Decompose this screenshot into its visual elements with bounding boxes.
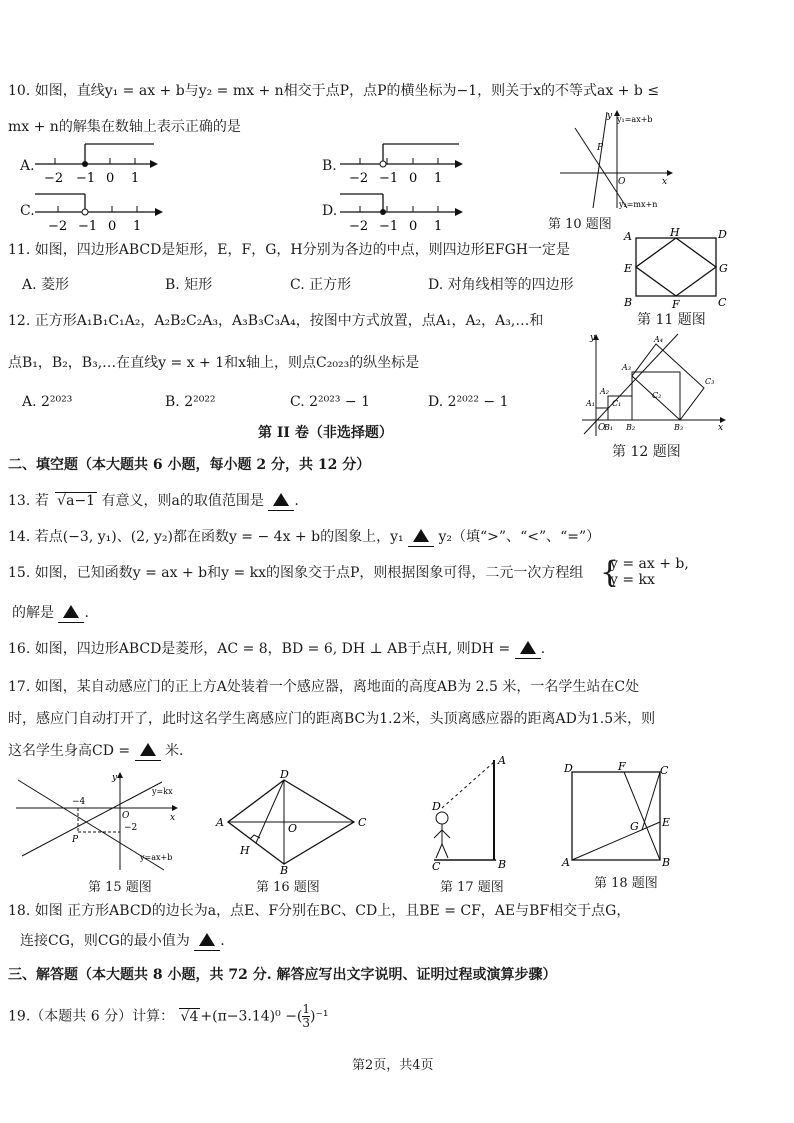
svg-text:F: F (618, 762, 626, 773)
svg-text:−1: −1 (78, 219, 98, 234)
svg-text:E: E (624, 262, 633, 275)
svg-text:0: 0 (409, 171, 418, 186)
q15-system: { y = ax + b, y = kx (600, 555, 689, 590)
svg-text:O: O (618, 177, 626, 187)
svg-text:y: y (607, 111, 613, 121)
q10-caption: 第 10 题图 (548, 217, 612, 232)
q17-line2: 时，感应门自动打开了，此时这名学生离感应门的距离BC为1.2米，头顶离感应器的距离AD为1.5米，则 (8, 711, 656, 727)
q10-a-tick-m2: −2 (44, 171, 64, 186)
svg-text:A₃: A₃ (622, 363, 631, 372)
svg-text:C: C (432, 860, 441, 872)
q19: 19.（本题共 6 分）计算： √4 +(π−3.14)⁰ −( $\frac{1}{3}$ )⁻¹ (8, 1002, 329, 1030)
q11-option-b: B. 矩形 (165, 277, 213, 293)
q10-a-tick-0: 0 (106, 171, 115, 186)
q17-figure (424, 752, 524, 872)
svg-text:0: 0 (108, 219, 117, 234)
svg-text:A: A (498, 754, 506, 767)
q10-line1: 10. 如图，直线y₁ = ax + b与y₂ = mx + n相交于点P，点P的横坐标为−1，则关于x的不等式ax + b ≤ (8, 83, 660, 99)
svg-text:C: C (718, 296, 727, 309)
q12-line1: 12. 正方形A₁B₁C₁A₂，A₂B₂C₂A₃，A₃B₃C₃A₄，按图中方式放置，点A₁，A₂，A₃,…和 (8, 313, 544, 329)
svg-text:O: O (288, 822, 298, 835)
svg-text:−1: −1 (379, 171, 399, 186)
q10-option-c-label: C. (20, 203, 35, 219)
q10-option-b-label: B. (322, 158, 337, 174)
svg-text:P: P (597, 143, 604, 153)
svg-text:−2: −2 (349, 171, 369, 186)
svg-text:0: 0 (409, 219, 418, 234)
q11-caption: 第 11 题图 (637, 312, 706, 328)
q11-text: 11. 如图，四边形ABCD是矩形，E，F，G，H分别为各边的中点，则四边形EFGH一定是 (8, 242, 570, 258)
svg-text:A₁: A₁ (586, 399, 595, 408)
q16-caption: 第 16 题图 (256, 880, 320, 895)
svg-text:C: C (358, 816, 367, 829)
q13-pre: 13. 若 (8, 493, 49, 509)
svg-text:x: x (718, 423, 724, 433)
q10-option-a-label: A. (20, 158, 35, 174)
svg-text:O: O (598, 423, 606, 433)
q10-option-d-label: D. (322, 203, 338, 219)
svg-text:1: 1 (133, 219, 142, 234)
q17-line1: 17. 如图，某自动感应门的正上方A处装着一个感应器，离地面的高度AB为 2.5 米，一名学生站在C处 (8, 679, 640, 695)
svg-text:B₁: B₁ (604, 423, 614, 432)
q10-figure (555, 108, 675, 213)
q13-sqrt: √a−1 (57, 493, 96, 509)
svg-text:−4: −4 (72, 797, 86, 807)
q10-fig-y2-label: y₂=mx+n (619, 200, 658, 209)
svg-text:D: D (432, 800, 441, 813)
svg-text:−2: −2 (124, 823, 138, 833)
svg-text:H: H (670, 226, 680, 239)
section-3-heading: 三、解答题（本大题共 8 小题，共 72 分. 解答应写出文字说明、证明过程或演算步骤） (8, 967, 557, 983)
answer-blank-icon (520, 641, 536, 654)
q18-line2: 连接CG，则CG的最小值为 . (20, 933, 225, 949)
q11-option-a: A. 菱形 (22, 277, 70, 293)
answer-blank-icon (413, 529, 429, 542)
q15-figure (12, 770, 180, 874)
svg-text:G: G (719, 262, 728, 275)
q13-post: 有意义，则a的取值范围是 (101, 493, 264, 509)
q11-figure (618, 226, 730, 310)
svg-text:A: A (624, 230, 632, 243)
svg-text:C₁: C₁ (612, 399, 622, 408)
q10-fig-y1-label: y₁=ax+b (617, 115, 653, 124)
svg-text:B₂: B₂ (626, 423, 636, 432)
q12-option-c: C. 2²⁰²³ − 1 (290, 394, 371, 410)
q18-figure (560, 762, 678, 870)
q15-system-eq1: y = ax + b, (610, 556, 689, 572)
svg-text:B₃: B₃ (674, 423, 684, 432)
q10-option-a-numberline (30, 138, 160, 188)
page-footer: 第2页，共4页 (352, 1058, 434, 1073)
svg-text:P: P (72, 835, 79, 845)
q12-option-b: B. 2²⁰²² (165, 394, 216, 410)
q15-system-eq2: y = kx (610, 572, 655, 588)
svg-text:1: 1 (434, 171, 443, 186)
svg-text:A₄: A₄ (654, 335, 663, 344)
q14 (8, 528, 600, 547)
svg-text:D: D (564, 762, 573, 775)
q10-option-c-numberline (30, 188, 170, 236)
svg-text:C₂: C₂ (652, 391, 662, 400)
q16: 16. 如图，四边形ABCD是菱形，AC = 8，BD = 6, DH ⊥ AB于点H, 则DH = . (8, 641, 546, 657)
svg-text:A: A (562, 856, 570, 869)
answer-blank-icon (273, 493, 289, 506)
q10-option-d-numberline (335, 188, 470, 236)
svg-text:D: D (718, 228, 727, 241)
q15-caption: 第 15 题图 (88, 880, 152, 895)
answer-blank-icon (199, 933, 215, 946)
answer-blank-icon (63, 605, 79, 618)
svg-text:F: F (672, 298, 680, 310)
svg-text:D: D (280, 770, 289, 781)
svg-text:O: O (122, 811, 130, 821)
svg-text:B: B (662, 856, 671, 869)
q10-line2: mx + n的解集在数轴上表示正确的是 (8, 119, 241, 135)
q13: 13. 若 √a−1 有意义，则a的取值范围是 . (8, 493, 299, 509)
svg-text:y: y (112, 773, 118, 783)
svg-text:B: B (280, 864, 289, 875)
part2-title: 第 II 卷（非选择题） (258, 425, 393, 441)
svg-text:A₂: A₂ (600, 387, 609, 396)
svg-text:C: C (660, 764, 669, 777)
svg-text:C₃: C₃ (705, 377, 715, 386)
svg-text:y=ax+b: y=ax+b (140, 853, 173, 862)
svg-text:x: x (662, 177, 668, 187)
section-2-heading: 二、填空题（本大题共 6 小题，每小题 2 分，共 12 分） (8, 457, 371, 473)
q18-caption: 第 18 题图 (594, 876, 658, 891)
q12-figure (578, 330, 728, 440)
svg-text:B: B (624, 296, 633, 309)
q15-line2: 的解是 . (12, 605, 89, 621)
q17-caption: 第 17 题图 (440, 880, 504, 895)
q11-option-c: C. 正方形 (290, 277, 352, 293)
svg-text:−1: −1 (379, 219, 399, 234)
q17-line3: 这名学生身高CD = 米. (8, 743, 184, 759)
svg-text:A: A (216, 816, 224, 829)
q12-caption: 第 12 题图 (612, 444, 681, 460)
svg-text:x: x (170, 813, 176, 823)
q12-option-a: A. 2²⁰²³ (22, 394, 73, 410)
q11-option-d: D. 对角线相等的四边形 (428, 277, 574, 293)
svg-text:−2: −2 (349, 219, 369, 234)
q12-option-d: D. 2²⁰²² − 1 (428, 394, 509, 410)
q18-line1: 18. 如图 正方形ABCD的边长为a，点E、F分别在BC、CD上，且BE = CF，AE与BF相交于点G， (8, 903, 631, 919)
svg-text:y: y (590, 333, 596, 343)
svg-text:E: E (662, 816, 671, 829)
svg-text:B: B (498, 858, 507, 871)
svg-text:−2: −2 (48, 219, 68, 234)
q12-line2: 点B₁，B₂，B₃,…在直线y = x + 1和x轴上，则点C₂₀₂₃的纵坐标是 (8, 355, 420, 371)
q10-a-tick-m1: −1 (76, 171, 96, 186)
svg-text:G: G (630, 820, 639, 833)
svg-text:H: H (240, 844, 250, 857)
q14-post: y₂（填“>”、“<”、“=”） (438, 529, 601, 545)
q16-figure (212, 770, 372, 875)
answer-blank-icon (140, 743, 156, 756)
svg-text:1: 1 (434, 219, 443, 234)
q15-line1: 15. 如图，已知函数y = ax + b和y = kx的图象交于点P，则根据图象可得，二元一次方程组 (8, 565, 584, 581)
q10-a-tick-1: 1 (131, 171, 140, 186)
q14-pre: 14. 若点(−3, y₁)、(2, y₂)都在函数y = − 4x + b的图象上，y₁ (8, 529, 404, 545)
svg-text:y=kx: y=kx (152, 787, 173, 796)
q10-option-b-numberline (335, 138, 465, 188)
